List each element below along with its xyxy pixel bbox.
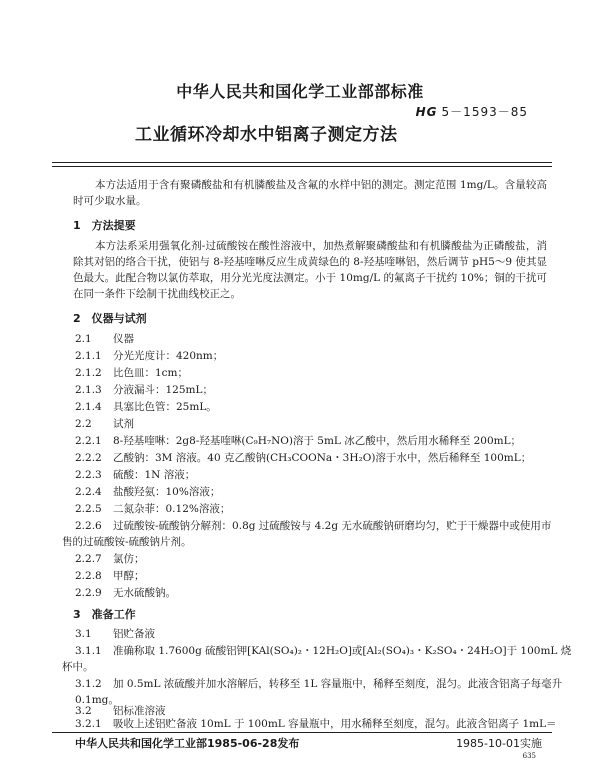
subsection-2-2 bbox=[75, 416, 134, 432]
section-1-paragraph: 本方法系采用强氧化剂-过硫酸铵在酸性溶液中，加热煮解聚磷酸盐和有机膦酸盐为正磷酸盐，消除其对铝的络合干扰，使铝与 8-羟基喹啉反应生成黄绿色的 8-羟基喹啉铝，然后调节 pH5～9 使其显色最大。此配合物以氯仿萃取，用分光光度法测定。小于 10mg/L 的氟离子干扰约 10%；铜的干扰可在同一条件下绘制干扰曲线校正之。 bbox=[73, 240, 547, 300]
effective-date: 1985-10-01实施 bbox=[456, 737, 542, 750]
issued-date: 中华人民共和国化学工业部1985-06-28发布 bbox=[75, 737, 300, 750]
item-number: 2.1.1 bbox=[75, 350, 102, 362]
list-item bbox=[75, 365, 188, 381]
item-text: 硫酸：1N 溶液； bbox=[113, 469, 196, 481]
item-number: 2.2.7 bbox=[75, 553, 102, 565]
item-number: 2.2.9 bbox=[75, 587, 102, 599]
list-item bbox=[75, 467, 195, 483]
list-item bbox=[75, 501, 230, 517]
list-item bbox=[75, 382, 213, 398]
subsection-number: 3.2 bbox=[75, 705, 92, 717]
item-number: 2.2.4 bbox=[75, 486, 102, 498]
standard-number: 5－1593－85 bbox=[441, 105, 528, 119]
subsection-label: 仪器 bbox=[113, 333, 134, 345]
item-text: 乙酸钠：3M 溶液。40 克乙酸钠(CH₃COONa・3H₂O)溶于水中，然后稀释至 100mL； bbox=[113, 452, 532, 464]
item-number: 2.2.3 bbox=[75, 469, 102, 481]
item-text: 甲醇； bbox=[113, 570, 145, 582]
footer-rule bbox=[52, 732, 552, 733]
item-number: 2.1.2 bbox=[75, 367, 102, 379]
intro-paragraph: 本方法适用于含有聚磷酸盐和有机膦酸盐及含氟的水样中铝的测定。测定范围 1mg/L。含量较高时可少取水量。 bbox=[73, 179, 547, 207]
section-3-heading: 3 准备工作 bbox=[73, 608, 136, 621]
item-text: 无水硫酸钠。 bbox=[113, 587, 176, 599]
subsection-label: 试剂 bbox=[113, 418, 134, 430]
list-item-continuation: 0.1mg。 bbox=[75, 694, 119, 706]
item-number: 2.2.8 bbox=[75, 570, 102, 582]
item-text: 氯仿； bbox=[113, 553, 145, 565]
item-number: 3.1.1 bbox=[75, 645, 102, 657]
list-item bbox=[75, 484, 220, 500]
item-text: 比色皿：1cm； bbox=[113, 367, 189, 379]
subsection-number: 2.2 bbox=[75, 418, 92, 430]
item-number: 3.1.2 bbox=[75, 678, 102, 690]
item-number: 2.2.6 bbox=[75, 520, 102, 532]
item-text: 过硫酸铵-硫酸钠分解剂：0.8g 过硫酸铵与 4.2g 无水硫酸钠研磨均匀，贮于干燥器中或使用市 bbox=[113, 520, 552, 532]
header-rule bbox=[52, 162, 552, 163]
document-title: 工业循环冷却水中铝离子测定方法 bbox=[135, 125, 398, 145]
section-2-heading: 2 仪器与试剂 bbox=[73, 312, 147, 325]
section-1-heading: 1 方法提要 bbox=[73, 219, 136, 232]
list-item bbox=[75, 399, 217, 415]
subsection-label: 铝贮备液 bbox=[113, 628, 155, 640]
list-item bbox=[75, 450, 531, 466]
item-text: 分光光度计：420nm； bbox=[113, 350, 224, 362]
list-item bbox=[75, 518, 551, 534]
list-item bbox=[75, 551, 145, 567]
item-number: 2.1.3 bbox=[75, 384, 102, 396]
item-number: 2.2.2 bbox=[75, 452, 102, 464]
list-item bbox=[75, 585, 176, 601]
list-item bbox=[75, 433, 521, 449]
item-text: 吸收上述铝贮备液 10mL 于 100mL 容量瓶中，用水稀释至刻度，混匀。此液含铝离子 1mL＝ bbox=[113, 718, 557, 730]
subsection-2-1 bbox=[75, 331, 134, 347]
list-item bbox=[75, 676, 562, 692]
item-number: 2.2.1 bbox=[75, 435, 102, 447]
item-text: 8-羟基喹啉：2g8-羟基喹啉(C₉H₇NO)溶于 5mL 冰乙酸中，然后用水稀释至 200mL； bbox=[113, 435, 522, 447]
item-number: 2.2.5 bbox=[75, 503, 102, 515]
header-rule-thin bbox=[52, 166, 552, 167]
item-number: 3.2.1 bbox=[75, 718, 102, 730]
item-number: 2.1.4 bbox=[75, 401, 102, 413]
item-text: 盐酸羟氨：10%溶液； bbox=[113, 486, 221, 498]
item-text: 分液漏斗：125mL； bbox=[113, 384, 213, 396]
list-item-continuation: 杯中。 bbox=[62, 661, 94, 673]
list-item bbox=[75, 348, 223, 364]
list-item bbox=[75, 643, 571, 659]
item-text: 具塞比色管：25mL。 bbox=[113, 401, 217, 413]
standard-prefix: HG bbox=[415, 105, 438, 119]
subsection-label: 铝标准溶液 bbox=[113, 705, 166, 717]
page-number: 635 bbox=[522, 752, 536, 760]
subsection-number: 2.1 bbox=[75, 333, 92, 345]
list-item bbox=[75, 716, 557, 732]
standard-code bbox=[416, 103, 528, 120]
subsection-number: 3.1 bbox=[75, 628, 92, 640]
list-item-continuation: 售的过硫酸铵-硫酸钠片剂。 bbox=[62, 536, 192, 548]
subsection-3-1 bbox=[75, 626, 155, 642]
item-text: 准确称取 1.7600g 硫酸铝钾[KAl(SO₄)₂・12H₂O]或[Al₂(SO₄)₃・K₂SO₄・24H₂O]于 100mL 烧 bbox=[113, 645, 572, 657]
ministry-heading: 中华人民共和国化学工业部部标准 bbox=[176, 82, 424, 101]
list-item bbox=[75, 568, 145, 584]
item-text: 二氮杂菲：0.12%溶液； bbox=[113, 503, 231, 515]
item-text: 加 0.5mL 浓硫酸并加水溶解后，转移至 1L 容量瓶中，稀释至刻度，混匀。此液含铝离子每毫升 bbox=[113, 678, 563, 690]
